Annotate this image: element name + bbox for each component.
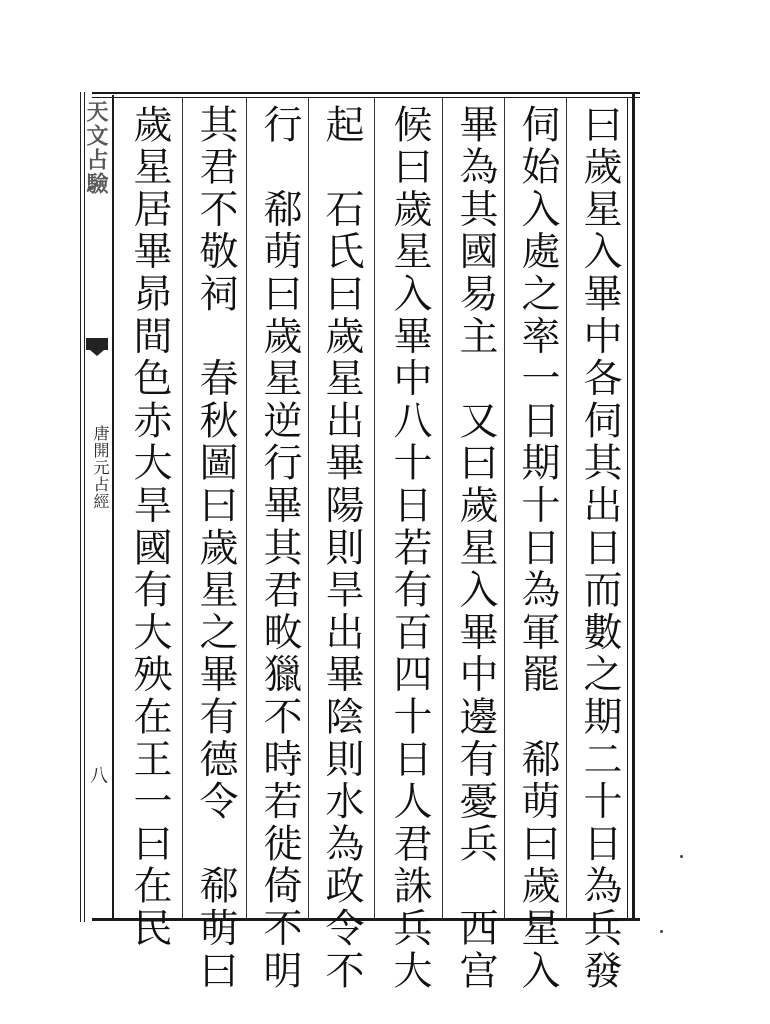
frame-right-rule [632, 92, 635, 921]
column-rule [504, 98, 505, 918]
frame-right-rule-inner [627, 98, 628, 918]
frame-top-rule-inner [92, 97, 640, 98]
margin-page-number: 八 [87, 766, 108, 784]
column-rule [308, 98, 309, 918]
column-rule [246, 98, 247, 918]
text-column-3: 畢為其國易主 又曰歲星入畢中邊有憂兵 西宫 [453, 104, 498, 993]
margin-book-title: 唐開元占經 [91, 425, 110, 510]
text-column-6: 行 郗萌曰歲星逆行畢其君畋獵不時若徙倚不明 [257, 104, 302, 993]
margin-title: 天文占驗 [83, 100, 109, 196]
column-rule [442, 98, 443, 918]
text-column-4: 候曰歲星入畢中八十日若有百四十日人君誅兵大 [387, 104, 432, 993]
fishtail-mark [86, 338, 108, 350]
column-rule [182, 98, 183, 918]
column-rule [374, 98, 375, 918]
text-column-2: 伺始入處之率一日期十日為軍罷 郗萌曰歲星入 [515, 104, 560, 993]
scan-speck [680, 855, 683, 858]
frame-top-rule [92, 92, 640, 94]
text-column-5: 起 石氏曰歲星出畢陽則旱出畢陰則水為政令不 [319, 104, 364, 993]
frame-left-rule [112, 95, 114, 920]
column-rule [566, 98, 567, 918]
text-column-1: 曰歲星入畢中各伺其出日而數之期二十日為兵發 [577, 104, 622, 993]
scan-speck [660, 930, 663, 933]
text-column-7: 其君不敬祠 春秋圖曰歲星之畢有德令 郗萌曰 [193, 104, 238, 993]
text-column-8: 歲星居畢昴間色赤大旱國有大殃在王一曰在民 [127, 104, 172, 950]
